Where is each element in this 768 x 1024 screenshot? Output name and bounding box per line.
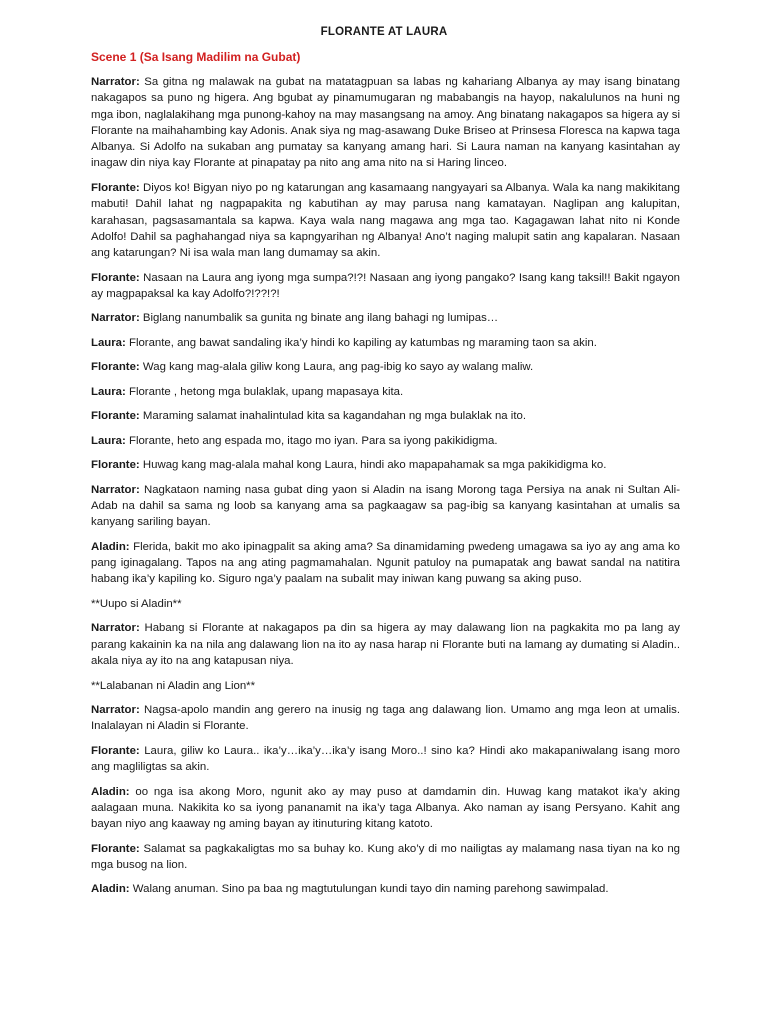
speaker-label: Narrator: xyxy=(91,483,140,496)
dialogue-text: Biglang nanumbalik sa gunita ng binate ang ilang bahagi ng lumipas… xyxy=(142,312,499,325)
dialogue-paragraph xyxy=(91,784,680,833)
speaker-label: Florante: xyxy=(91,361,140,374)
dialogue-paragraph xyxy=(91,310,680,326)
dialogue-text: Florante , hetong mga bulaklak, upang mapasaya kita. xyxy=(128,385,404,398)
dialogue-paragraph xyxy=(91,539,680,588)
dialogue-text: Florante, heto ang espada mo, itago mo iyan. Para sa iyong pakikidigma. xyxy=(128,434,498,447)
speaker-label: Aladin: xyxy=(91,883,130,896)
dialogue-text: Diyos ko! Bigyan niyo po ng katarungan ang kasamaang nangyayari sa Albanya. Wala ka nang makikitang mabuti! Dahil lahat ng nagpapakita ng kabutihan ay may parusa nang kamatayan. Naglipan ang kalupitan, karahasan, pagsasamantala sa kapwa. Kaya wala nang magawa ang mga tao. Kagagawan lahat nito ni Konde Adolfo! Dahil sa paghahangad niya sa kapngyarihan ng Albanya! Ano’t naging malupit satin ang kapalaran. Nasaan ang katarungan? Ni isa wala man lang dumamay sa akin. xyxy=(91,181,680,260)
dialogue-text: Maraming salamat inahalintulad kita sa kagandahan ng mga bulaklak na ito. xyxy=(142,410,526,423)
speaker-label: Laura: xyxy=(91,434,126,447)
speaker-label: Florante: xyxy=(91,459,140,472)
speaker-label: Florante: xyxy=(91,410,140,423)
dialogue-paragraph xyxy=(91,433,680,449)
speaker-label: Aladin: xyxy=(91,785,130,798)
dialogue-text: Laura, giliw ko Laura.. ika’y…ika’y…ika’y isang Moro..! sino ka? Hindi ako makapaniwalang isang moro ang magliligtas sa akin. xyxy=(91,744,680,774)
dialogue-text: Nagsa-apolo mandin ang gerero na inusig ng taga ang dalawang lion. Umamo ang mga leon at umalis. Inalalayan ni Aladin si Florante. xyxy=(91,704,681,733)
dialogue-paragraph xyxy=(91,74,680,172)
speaker-label: Florante: xyxy=(91,842,140,855)
dialogue-paragraph xyxy=(91,408,680,424)
speaker-label: Florante: xyxy=(91,181,140,194)
dialogue-text: Sa gitna ng malawak na gubat na matatagpuan sa labas ng kahariang Albanya ay may isang binatang nakagapos sa puno ng higera. Ang bgubat ay pinamumugaran ng mababangis na hayop, nakalulunos na huni ng mga ibon, naglalakihang mga punong-kahoy na may masangsang na amoy. Ang binatang nakagapos sa higera ay si Florante na maihahambing kay Adonis. Anak siya ng mag-asawang Duke Briseo at Prinsesa Floresca na kapwa taga Albanya. Si Adolfo na sukaban ang pumatay sa kanyang amang hari. Si Laura naman na kanyang kasintahan ay inagaw din niya kay Florante at pinapatay pa nito ang ama nito na si Haring linceo. xyxy=(91,76,680,170)
dialogue-text: Flerida, bakit mo ako ipinagpalit sa aking ama? Sa dinamidaming pwedeng umagawa sa iyo ay ang ama ko pang iginagalang. Tapos na ang ating pagmamahalan. Ngunit patuloy na pumapatak ang bawat sandal na natitira habang ika’y kapiling ko. Siguro nga’y paalam na subalit may iniwan kang puwang sa aking puso. xyxy=(91,540,680,586)
dialogue-paragraph xyxy=(91,270,680,303)
dialogue-text: oo nga isa akong Moro, ngunit ako ay may puso at damdamin din. Huwag kang matakot ika’y aking aalagaan muna. Nakikita ko sa iyong pananamit na ika’y taga Albanya. Ako naman ay isang Persyano. Kahit ang bayan niyo ang kaaway ng aming bayan ay itinuturing kitang katoto. xyxy=(91,785,680,831)
dialogue-text: Habang si Florante at nakagapos pa din sa higera ay may dalawang lion na pagkakita mo pa lang ay parang kakainin ka na nila ang dalawang lion na ito ay nasa harap ni Florante buti na lamang ay dumating si Aladin.. akala niya ay ito na ang katapusan niya. xyxy=(91,622,680,668)
dialogue-paragraph xyxy=(91,702,680,735)
dialogue-text: Salamat sa pagkakaligtas mo sa buhay ko. Kung ako’y di mo nailigtas ay malamang nasa tiyan na ko ng mga busog na lion. xyxy=(91,842,680,871)
dialogue-paragraph xyxy=(91,841,680,874)
speaker-label: Laura: xyxy=(91,336,126,349)
dialogue-text: Wag kang mag-alala giliw kong Laura, ang pag-ibig ko sayo ay walang maliw. xyxy=(142,361,534,374)
script-body xyxy=(91,74,680,906)
dialogue-text: Nagkataon naming nasa gubat ding yaon si Aladin na isang Morong taga Persiya na anak ni Sultan Ali-Adab na dahil sa sama ng loob sa kanyang ama sa pagkaagaw sa pag-ibig sa kanyang kasintahan at umalis sa kanyang sariling bayan. xyxy=(91,483,681,529)
speaker-label: Florante: xyxy=(91,744,140,757)
speaker-label: Florante: xyxy=(91,271,140,284)
document-title: FLORANTE AT LAURA xyxy=(320,26,448,38)
speaker-label: Narrator: xyxy=(91,76,140,88)
dialogue-text: Nasaan na Laura ang iyong mga sumpa?!?! Nasaan ang iyong pangako? Isang kang taksil!! Bakit ngayon ay magpapaksal ka kay Adolfo?!??!?! xyxy=(91,271,680,300)
dialogue-paragraph xyxy=(91,359,680,375)
dialogue-paragraph xyxy=(91,335,680,351)
dialogue-paragraph xyxy=(91,620,680,669)
speaker-label: Laura: xyxy=(91,385,126,398)
stage-direction xyxy=(91,596,680,612)
dialogue-text: Huwag kang mag-alala mahal kong Laura, hindi ako mapapahamak sa mga pakikidigma ko. xyxy=(142,459,607,472)
scene-heading: Scene 1 (Sa Isang Madilim na Gubat) xyxy=(91,50,301,64)
speaker-label: Narrator: xyxy=(91,312,140,325)
dialogue-paragraph xyxy=(91,180,680,261)
dialogue-text: Florante, ang bawat sandaling ika’y hindi ko kapiling ay katumbas ng maraming taon sa akin. xyxy=(128,336,597,349)
speaker-label: Narrator: xyxy=(91,622,140,635)
speaker-label: Narrator: xyxy=(91,704,140,717)
dialogue-paragraph xyxy=(91,743,680,776)
stage-direction-text: **Uupo si Aladin** xyxy=(91,597,182,610)
dialogue-text: Walang anuman. Sino pa baa ng magtutulungan kundi tayo din naming parehong sawimpalad. xyxy=(132,883,609,896)
dialogue-paragraph xyxy=(91,482,680,531)
speaker-label: Aladin: xyxy=(91,540,130,553)
dialogue-paragraph xyxy=(91,384,680,400)
dialogue-paragraph xyxy=(91,881,680,897)
stage-direction-text: **Lalabanan ni Aladin ang Lion** xyxy=(91,679,256,692)
stage-direction xyxy=(91,678,680,694)
dialogue-paragraph xyxy=(91,457,680,473)
